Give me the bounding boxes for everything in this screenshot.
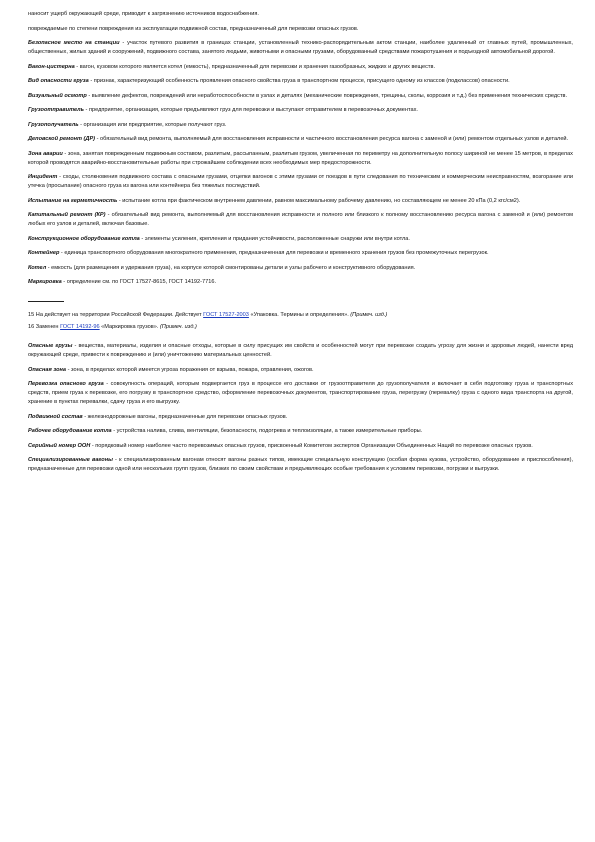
definition-term: Опасная зона [28, 366, 67, 373]
footnote-standard-link[interactable]: ГОСТ 14192-96 [60, 324, 100, 330]
document-page [28, 10, 573, 480]
definition-paragraph [28, 380, 573, 407]
footnote-separator [28, 301, 64, 302]
definition-text: - зона, занятая поврежденным подвижным составом, разлитым, рассыпанным, разлитым грузом, увеличенная по периметру на дополнительную полосу шириной не менее 15 метров, в пределах которой проводятся аварийно-восстановительные работы при строжайшем соблюдении всех необходимых мер предосторожности. [28, 150, 573, 166]
definition-text: - вагон, кузовом которого является котел (емкость), предназначенный для перевозки и хранения газообразных, жидких и других веществ. [74, 63, 436, 70]
definition-paragraph [28, 92, 573, 101]
definition-term: Конструкционное оборудование котла [28, 235, 140, 242]
definition-paragraph [28, 135, 573, 144]
definition-paragraph [28, 249, 573, 258]
footnote-standard-link[interactable]: ГОСТ 17527-2003 [203, 312, 249, 318]
definition-paragraph [28, 366, 573, 375]
definition-text: - порядковый номер наиболее часто перевозимых опасных грузов, присвоенный Комитетом экспертов Организации Объединенных Наций по перевозке опасных грузов. [90, 442, 533, 449]
definition-paragraph [28, 25, 573, 34]
definition-text: - организация или предприятие, которые получают груз. [78, 121, 227, 128]
definition-text: - вещества, материалы, изделия и опасные отходы, которые в силу присущих им свойств и особенностей могут при перевозке создать угрозу для жизни и здоровья людей, нанести вред окружающей среде, привести к повреждению и (или) уничтожению материальных ценностей. [28, 343, 574, 358]
definition-text: - единица транспортного оборудования многократного применения, предназначенная для перевозки и временного хранения грузов без промежуточных перегрузок. [59, 250, 489, 256]
definition-term: Вагон-цистерна [28, 63, 75, 70]
definition-paragraph [28, 413, 573, 422]
definitions-list-a [28, 25, 573, 288]
definition-term: Опасные грузы [28, 343, 73, 349]
footnote [28, 311, 573, 320]
definition-term: Зона аварии [28, 150, 63, 157]
definition-text: - элементы усиления, крепления и придания устойчивости, расположенные снаружи или внутри котла. [139, 235, 410, 242]
definition-paragraph [28, 106, 573, 115]
definition-text: - обязательный вид ремонта, выполняемый для восстановления исправности и полного или близкого к полному восстановлению ресурса вагона с заменой и (или) ремонтом любых его узлов и деталей, включая базовые. [28, 212, 573, 227]
definition-term: Рабочее оборудование котла [28, 428, 112, 434]
definition-term: Контейнер [28, 250, 60, 256]
definition-term: Специализированные вагоны [28, 457, 113, 463]
definition-paragraph [28, 264, 573, 273]
definition-term: Безопасное место на станции [28, 40, 120, 46]
definition-text: - признак, характеризующий особенность проявления опасного свойства груза в транспортном процессе, присущего одному из классов (подклассов) опасности. [88, 78, 510, 84]
definition-paragraph [28, 456, 573, 474]
definition-text: - участок путевого развития в границах станции, установленный технико-распорядительным актом станции, наиболее удаленный от главных путей, промышленных, общественных, жилых зданий и сооружений, подвижного состава, занятого людьми, животными и опасными грузами, оборудованный средствами пожаротушения и подъездной автомобильной дорогой. [28, 40, 573, 55]
definition-paragraph [28, 342, 573, 360]
definitions-list-b [28, 342, 573, 474]
definition-text: - совокупность операций, которым подвергается груз в процессе его доставки от грузоотправителя до грузополучателя и включает в себя подготовку груза и транспортных средств, прием груза к перевозке, его погрузку в транспортное средство, оформление перевозочных документов, транспортирование груза, перегрузку (перевалку) груза с одного вида транспорта на другой, хранение в пунктах перевалки, сдачу груза и его выгрузку. [28, 381, 574, 405]
definition-term: Подвижной состав [28, 413, 83, 420]
definition-paragraph [28, 150, 573, 168]
definition-text: - емкость (для размещения и удержания груза), на корпусе которой смонтированы детали и узлы рабочего и конструктивного оборудования. [46, 264, 416, 271]
footnote-text: 15 На действует на территории Российской Федерации. Действует [28, 312, 204, 318]
definition-term: Маркировка [28, 279, 62, 285]
definition-paragraph [28, 442, 573, 451]
definition-paragraph [28, 197, 573, 206]
definition-text: - предприятие, организация, которые предъявляют груз для перевозки и выступают отправителем в перевозочных документах. [83, 107, 418, 113]
definition-paragraph [28, 235, 573, 244]
definition-term: Перевозка опасного груза [28, 381, 104, 387]
definition-paragraph [28, 39, 573, 57]
definition-text: - сходы, столкновения подвижного состава с опасными грузами, отцепки вагонов с этими грузами от поездов в пути следования по техническим и коммерческим неисправностям, возгорание или утечка (просыпание) опасного груза из вагона или контейнера без тяжелых последствий. [28, 174, 573, 189]
definition-text: повреждаемые по степени повреждения из эксплуатации подвижной состав, предназначенный для перевозки опасных грузов. [28, 25, 359, 32]
footnote [28, 323, 573, 332]
definition-term: Визуальный осмотр [28, 92, 87, 99]
definition-paragraph [28, 77, 573, 86]
footnote-editor-note: (Примеч. изд.) [348, 312, 388, 318]
definition-paragraph [28, 278, 573, 287]
definition-paragraph [28, 427, 573, 436]
definition-term: Испытание на герметичность [28, 197, 118, 204]
definition-term: Вид опасности груза [28, 78, 89, 84]
definition-text: - зона, в пределах которой имеется угроза поражения от взрыва, пожара, отравления, ожогов. [66, 366, 314, 373]
footnotes-list [28, 311, 573, 332]
definition-term: Грузополучатель [28, 121, 79, 128]
definition-term: Серийный номер ООН [28, 442, 91, 449]
footnote-text: 16 Заменен [28, 324, 61, 330]
footnote-editor-note: (Примеч. изд.) [158, 324, 197, 330]
definition-term: Инцидент [28, 174, 58, 180]
definition-term: Капитальный ремонт (КР) [28, 212, 106, 218]
definition-term: Грузоотправитель [28, 107, 84, 113]
definition-text: - железнодорожные вагоны, предназначенные для перевозки опасных грузов. [82, 413, 288, 420]
definition-paragraph [28, 173, 573, 191]
definition-text: - определение см. по ГОСТ 17527-8615, ГОСТ 14192-7716. [61, 279, 217, 285]
definition-text: - обязательный вид ремонта, выполняемый для восстановления исправности и частичного восстановления ресурса вагона с заменой и (или) ремонтом отдельных узлов и деталей. [95, 136, 569, 142]
definition-term: Деповской ремонт (ДР) [28, 136, 96, 142]
definition-paragraph [28, 211, 573, 229]
definition-paragraph [28, 63, 573, 72]
definition-text: - устройства налива, слива, вентиляции, безопасности, подогрева и теплоизоляции, а также измерительные приборы. [111, 428, 423, 434]
definition-text: - выявление дефектов, повреждений или неработоспособности в узлах и деталях (механические повреждения, трещины, сколы, коррозия и т.д.) без применения технических средств. [86, 92, 568, 99]
footnote-title: «Упаковка. Термины и определения». [248, 312, 349, 318]
definition-term: Котел [28, 264, 47, 271]
definition-text: - испытание котла при фактическом внутреннем давлении, равном максимальному рабочему давлению, но составляющем не менее 20 кПа (0,2 кгс/см2). [117, 197, 521, 204]
definition-text: - к специализированным вагонам относят вагоны разных типов, имеющие специальную конструкцию (особая форма кузова, устройство, оборудование и приспособления), предназначенные для перевозки одной или нескольких групп грузов, близких по своим свойствам и предъявляющих особые требования к условиям перевозки, погрузки и выгрузки. [28, 457, 573, 472]
continuation-text: наносит ущерб окружающей среде, приводит к загрязнению источников водоснабжения. [28, 11, 259, 17]
definition-paragraph [28, 121, 573, 130]
footnote-title: «Маркировка грузов». [99, 324, 159, 330]
